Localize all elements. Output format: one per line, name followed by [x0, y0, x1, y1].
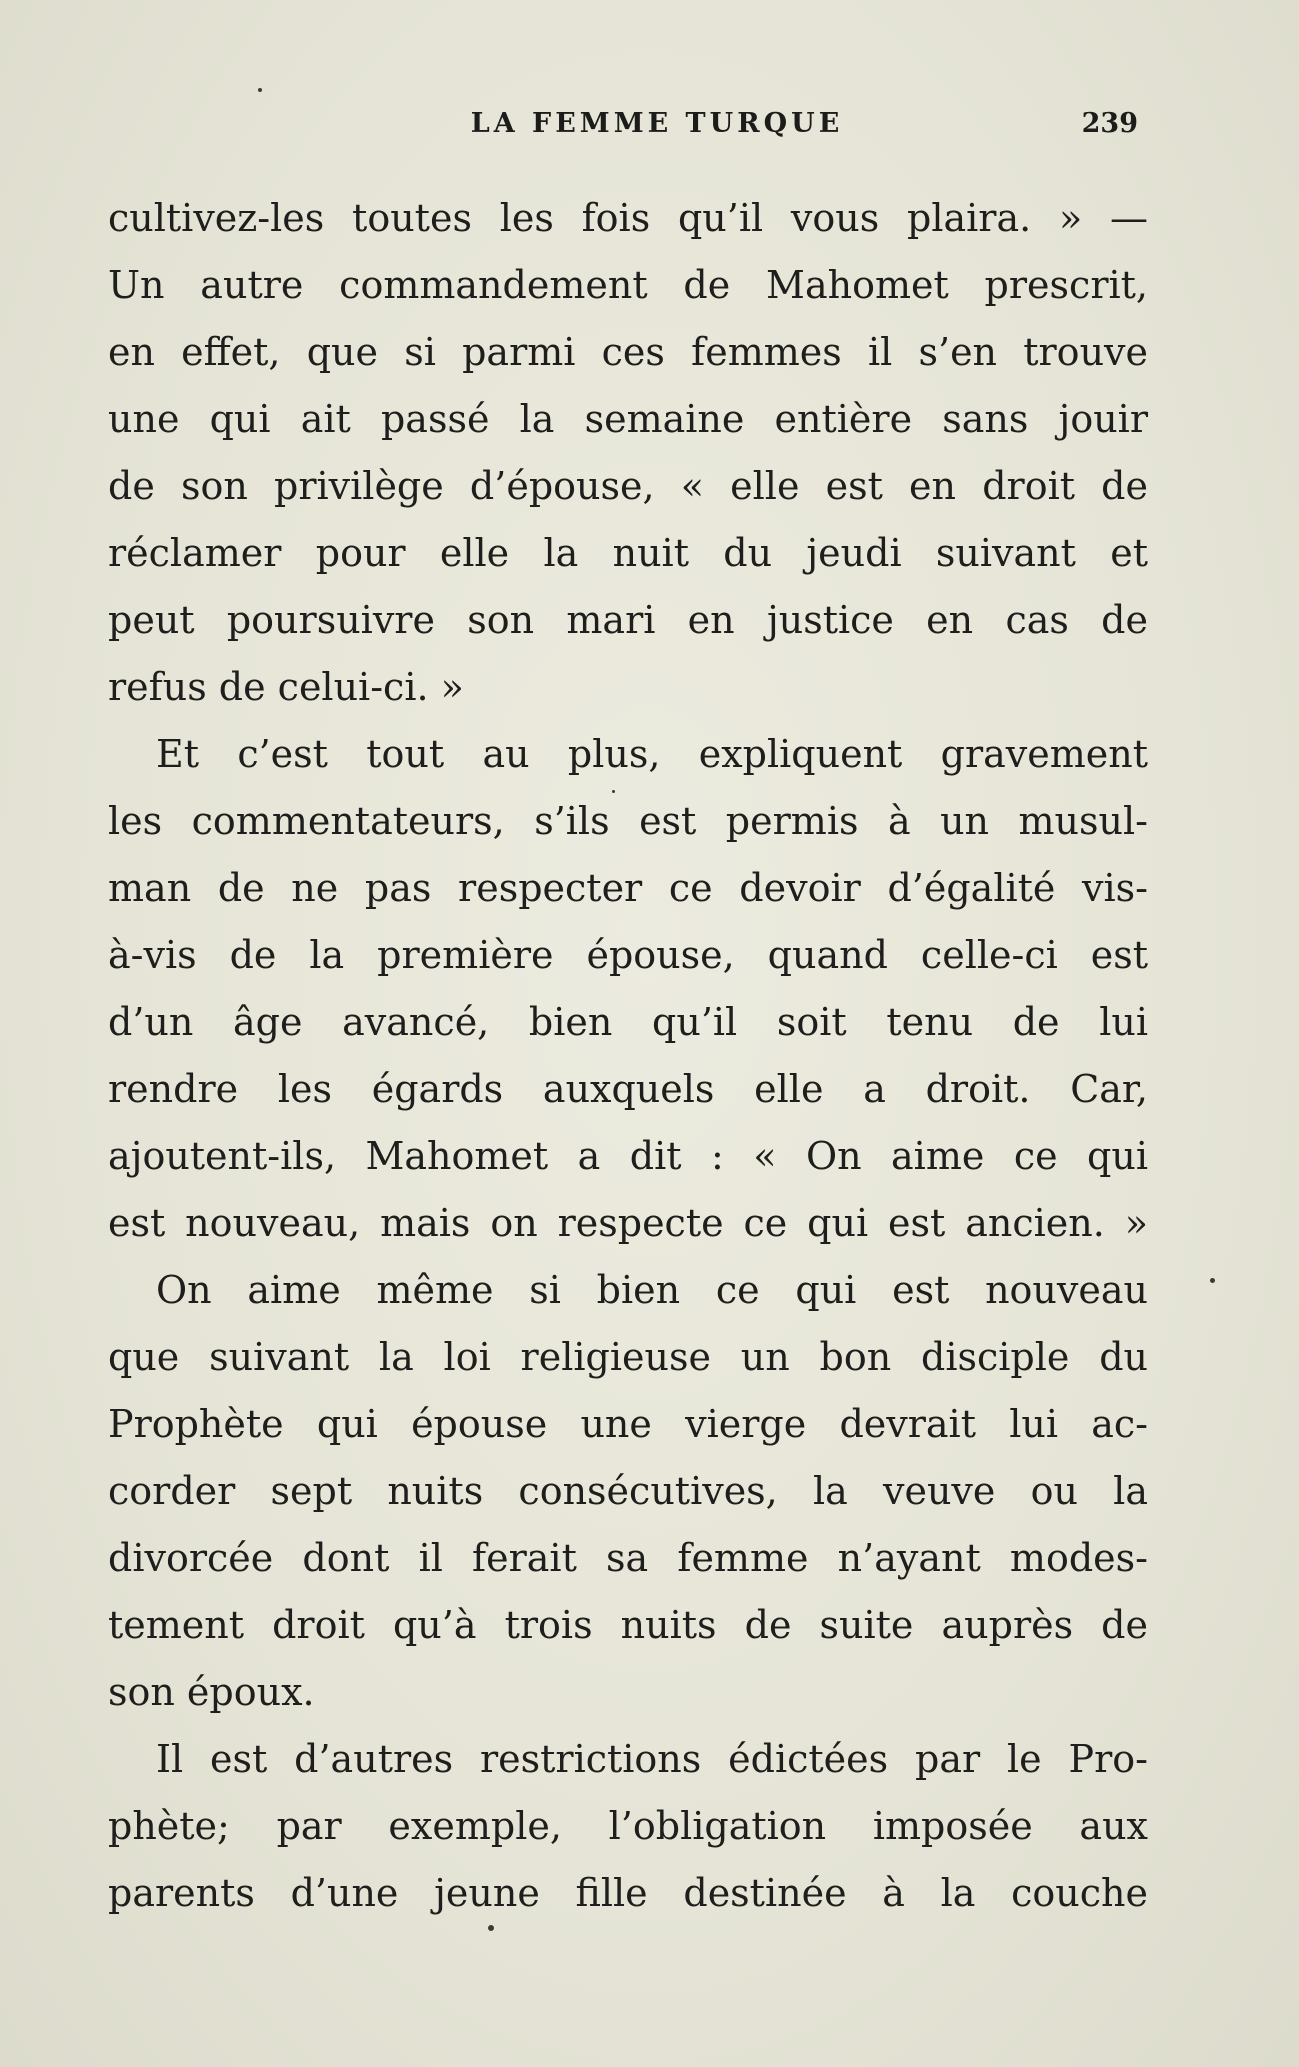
- paper-speck: [612, 790, 615, 793]
- text-line: son époux.: [108, 1670, 315, 1714]
- text-line: Un autre commandement de Mahomet prescrit,: [108, 263, 1148, 307]
- text-line: Et c’est tout au plus, expliquent gravement: [156, 732, 1148, 776]
- text-line: refus de celui-ci. »: [108, 665, 464, 709]
- body-text: [108, 185, 1148, 1927]
- text-line: de son privilège d’épouse, « elle est en droit de: [108, 464, 1148, 508]
- running-title: LA FEMME TURQUE: [470, 108, 844, 139]
- text-line: rendre les égards auxquels elle a droit. Car,: [108, 1067, 1148, 1111]
- text-line: parents d’une jeune fille destinée à la couche: [108, 1871, 1148, 1915]
- text-line: divorcée dont il ferait sa femme n’ayant modes-: [108, 1536, 1148, 1580]
- text-line: à-vis de la première épouse, quand celle-ci est: [108, 933, 1148, 977]
- text-line: phète; par exemple, l’obligation imposée aux: [108, 1804, 1148, 1848]
- paper-speck: [258, 88, 262, 92]
- text-line: en effet, que si parmi ces femmes il s’en trouve: [108, 330, 1148, 374]
- text-line: Il est d’autres restrictions édictées par le Pro-: [156, 1737, 1148, 1781]
- text-line: On aime même si bien ce qui est nouveau: [156, 1268, 1148, 1312]
- text-line: man de ne pas respecter ce devoir d’égalité vis-: [108, 866, 1148, 910]
- text-line: cultivez-les toutes les fois qu’il vous plaira. » —: [108, 196, 1148, 240]
- text-line: ajoutent-ils, Mahomet a dit : « On aime ce qui: [108, 1134, 1148, 1178]
- text-line: peut poursuivre son mari en justice en cas de: [108, 598, 1148, 642]
- text-line: corder sept nuits consécutives, la veuve ou la: [108, 1469, 1148, 1513]
- text-line: est nouveau, mais on respecte ce qui est ancien. »: [108, 1201, 1148, 1245]
- text-line: réclamer pour elle la nuit du jeudi suivant et: [108, 531, 1148, 575]
- running-head: [108, 108, 1146, 148]
- text-line: Prophète qui épouse une vierge devrait lui ac-: [108, 1402, 1148, 1446]
- text-line: les commentateurs, s’ils est permis à un musul-: [108, 799, 1148, 843]
- paper-speck: [1210, 1278, 1215, 1283]
- text-line: tement droit qu’à trois nuits de suite auprès de: [108, 1603, 1148, 1647]
- page-number: 239: [1081, 108, 1138, 139]
- text-line: que suivant la loi religieuse un bon disciple du: [108, 1335, 1148, 1379]
- text-line: d’un âge avancé, bien qu’il soit tenu de lui: [108, 1000, 1148, 1044]
- text-line: une qui ait passé la semaine entière sans jouir: [108, 397, 1148, 441]
- paper-speck: [488, 1925, 494, 1931]
